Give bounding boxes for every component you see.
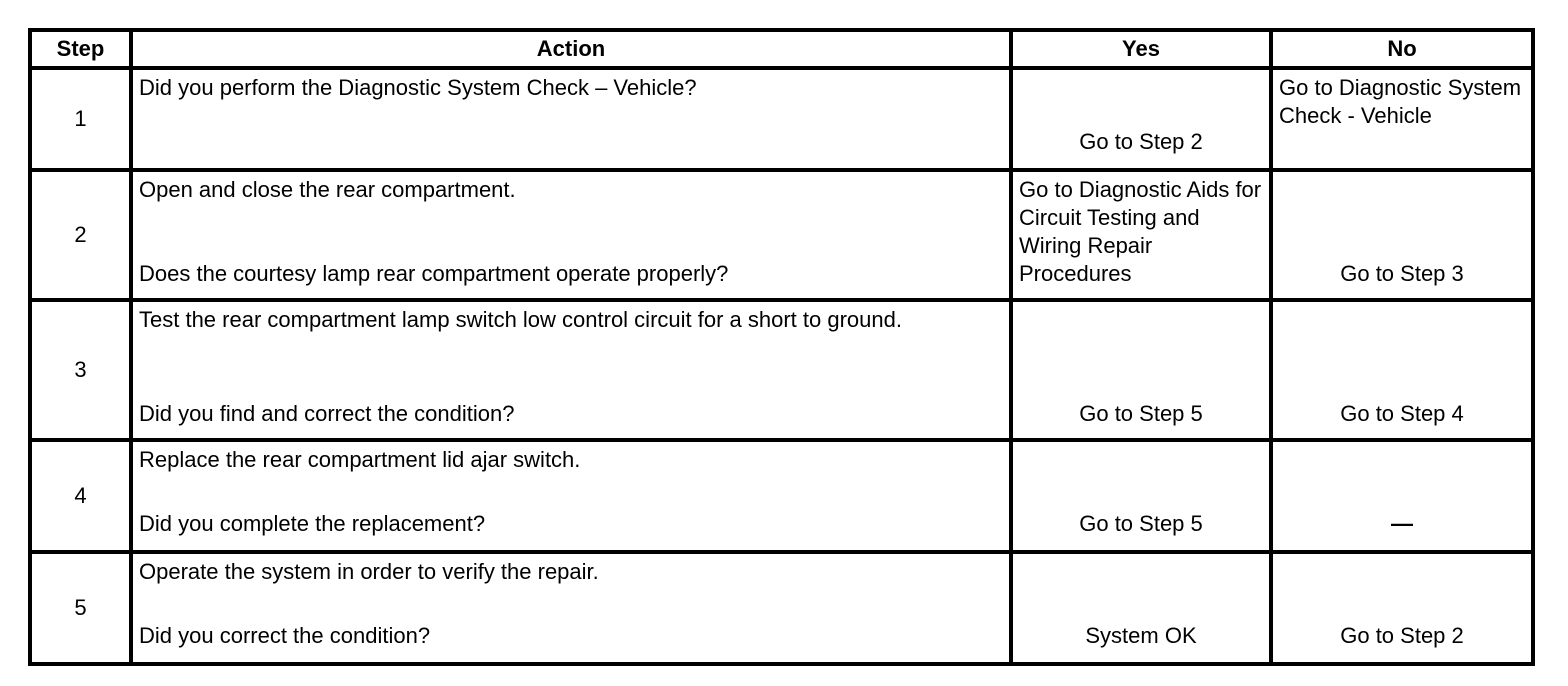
yes-cell <box>1011 440 1271 552</box>
action-instruction: Open and close the rear compartment. <box>139 177 516 202</box>
header-step: Step <box>30 30 131 68</box>
header-no: No <box>1271 30 1533 68</box>
yes-cell <box>1011 68 1271 170</box>
no-cell <box>1271 68 1533 170</box>
action-cell <box>131 300 1011 440</box>
action-cell <box>131 68 1011 170</box>
action-cell <box>131 440 1011 552</box>
table-header-row <box>30 30 1533 68</box>
step-number: 2 <box>30 170 131 300</box>
step-number: 3 <box>30 300 131 440</box>
diagnostic-table-container <box>28 28 1535 666</box>
yes-cell <box>1011 300 1271 440</box>
yes-result: Go to Step 2 <box>1079 129 1203 154</box>
step-number: 4 <box>30 440 131 552</box>
yes-cell <box>1011 170 1271 300</box>
no-result: Go to Step 4 <box>1340 401 1464 426</box>
table-row <box>30 68 1533 170</box>
no-cell <box>1271 300 1533 440</box>
step-number: 1 <box>30 68 131 170</box>
table-row <box>30 552 1533 664</box>
table-row <box>30 300 1533 440</box>
action-cell <box>131 552 1011 664</box>
action-instruction: Test the rear compartment lamp switch low control circuit for a short to ground. <box>139 307 902 332</box>
yes-result: Go to Step 5 <box>1079 511 1203 536</box>
yes-result: Go to Step 5 <box>1079 401 1203 426</box>
step-number: 5 <box>30 552 131 664</box>
action-instruction: Operate the system in order to verify the repair. <box>139 559 599 584</box>
no-result: — <box>1391 511 1413 536</box>
yes-cell <box>1011 552 1271 664</box>
no-cell <box>1271 440 1533 552</box>
header-yes: Yes <box>1011 30 1271 68</box>
no-result: Go to Step 2 <box>1340 623 1464 648</box>
action-question: Did you find and correct the condition? <box>139 401 515 426</box>
action-cell <box>131 170 1011 300</box>
action-instruction: Replace the rear compartment lid ajar switch. <box>139 447 581 472</box>
header-action: Action <box>131 30 1011 68</box>
no-cell <box>1271 552 1533 664</box>
action-question: Does the courtesy lamp rear compartment operate properly? <box>139 261 729 286</box>
yes-result: System OK <box>1085 623 1197 648</box>
action-question: Did you correct the condition? <box>139 623 431 648</box>
no-cell <box>1271 170 1533 300</box>
table-row <box>30 440 1533 552</box>
diagnostic-table <box>28 28 1535 666</box>
action-instruction: Did you perform the Diagnostic System Check – Vehicle? <box>139 75 697 100</box>
no-result: Go to Diagnostic System Check - Vehicle <box>1279 75 1522 128</box>
yes-result: Go to Diagnostic Aids for Circuit Testing and Wiring Repair Procedures <box>1019 177 1262 286</box>
no-result: Go to Step 3 <box>1340 261 1464 286</box>
action-question: Did you complete the replacement? <box>139 511 486 536</box>
table-row <box>30 170 1533 300</box>
